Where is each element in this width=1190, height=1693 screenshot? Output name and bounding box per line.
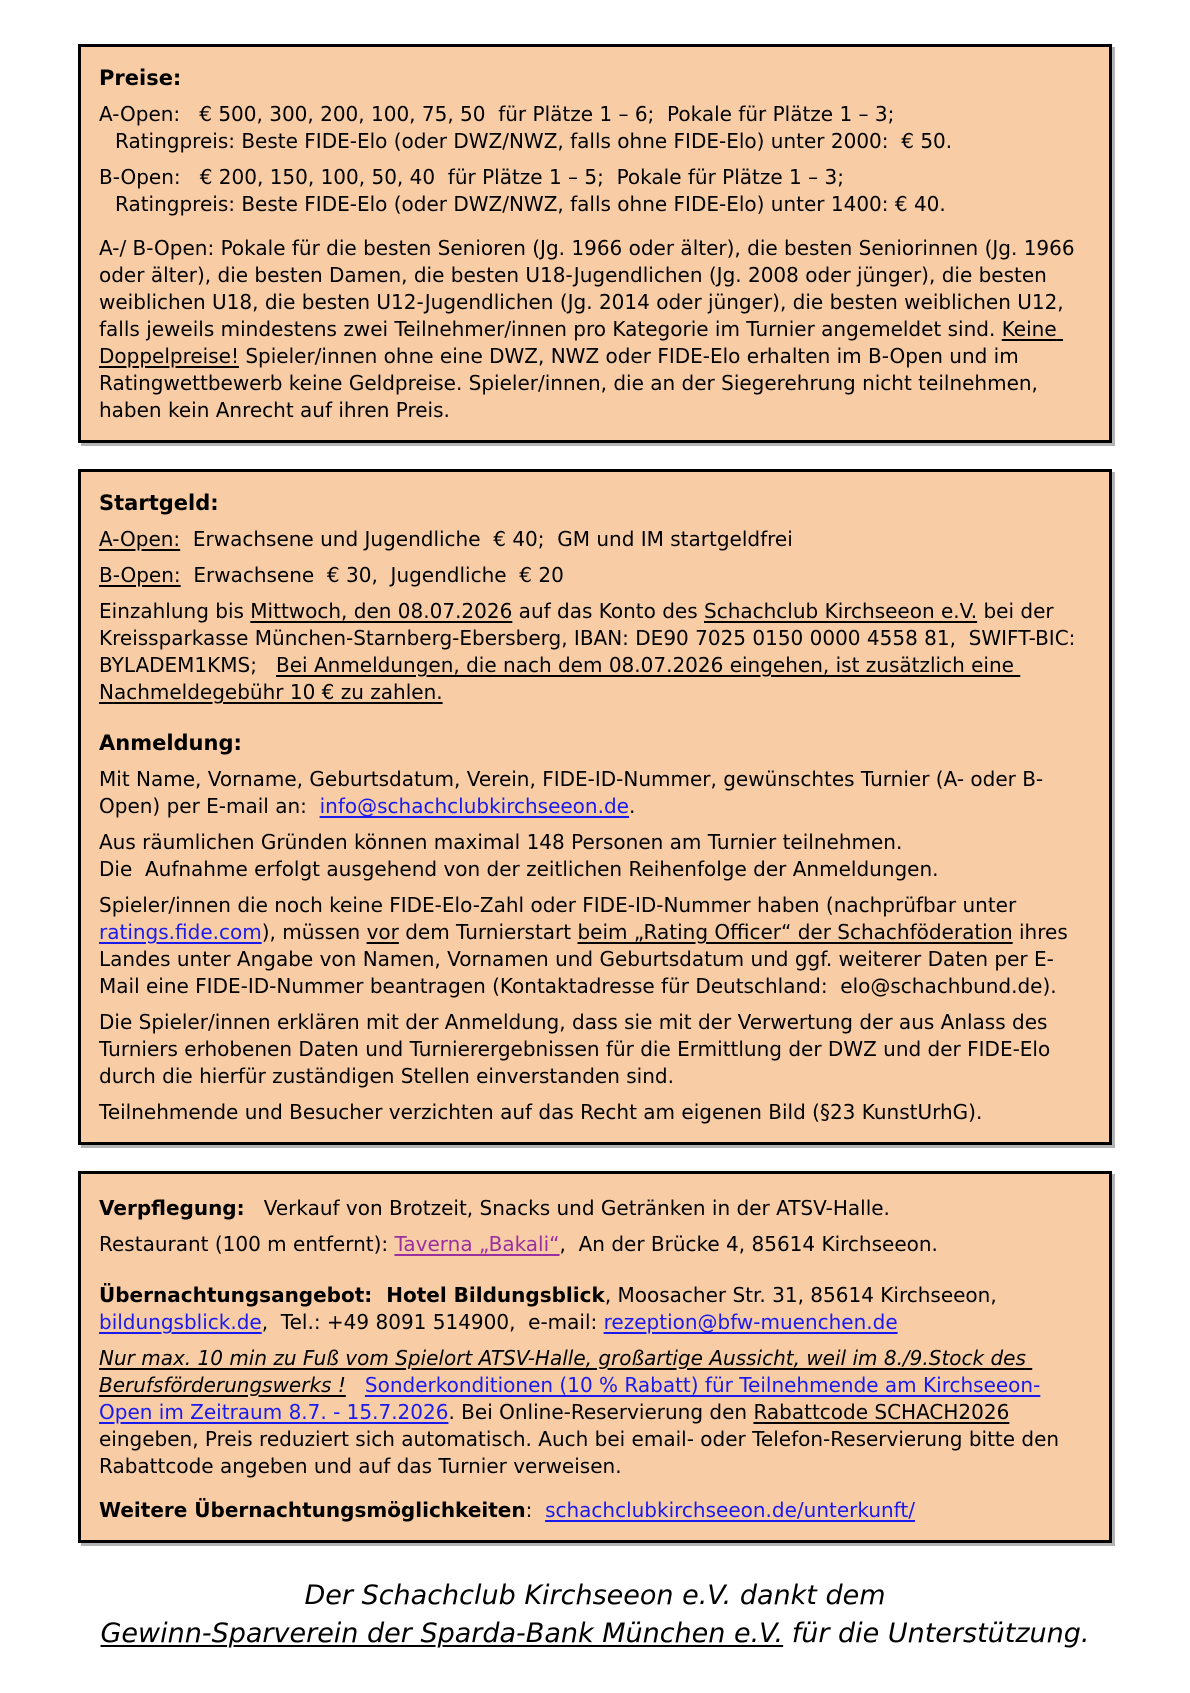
text-segment: vor [366, 920, 399, 944]
text-segment: Die Spieler/innen erklären mit der Anmeldung, dass sie mit der Verwertung der aus Anlass des Turniers erhobenen Daten und Turnierergebnissen für die Ermittlung der DWZ und der FIDE-Elo durch die hierfür zuständigen Stellen einverstanden sind. [99, 1010, 1057, 1088]
text-segment: Restaurant (100 m entfernt): [99, 1232, 395, 1256]
preise-b-open-line [99, 164, 1091, 191]
startgeld-b-open-line [99, 562, 1091, 589]
text-segment: . Bei Online-Reservierung den [448, 1400, 754, 1424]
text-segment: Ratingpreis: Beste FIDE-Elo (oder DWZ/NWZ, falls ohne FIDE-Elo) unter 2000: € 50. [115, 129, 953, 153]
text-segment: für die Unterstützung. [783, 1618, 1090, 1649]
text-segment: Verkauf von Brotzeit, Snacks und Getränken in der ATSV-Halle. [244, 1196, 890, 1220]
text-segment: Mit Name, Vorname, Geburtsdatum, Verein, FIDE-ID-Nummer, gewünschtes Turnier (A- oder B-Open) per E-mail an: [99, 767, 1044, 818]
text-segment: Die Aufnahme erfolgt ausgehend von der zeitlichen Reihenfolge der Anmeldungen. [99, 857, 939, 881]
text-segment: ), müssen [261, 920, 367, 944]
link-sonderkonditionen[interactable]: Sonderkonditionen (10 % Rabatt) für Teilnehmende am Kirchseeon-Open im Zeitraum 8.7. - 15.7.2026 [99, 1373, 1041, 1424]
link-unterkunft[interactable]: schachclubkirchseeon.de/unterkunft/ [545, 1498, 915, 1522]
link-bildungsblick[interactable]: bildungsblick.de [99, 1310, 262, 1334]
startgeld-heading: Startgeld: [99, 491, 219, 515]
text-segment: Teilnehmende und Besucher verzichten auf das Recht am eigenen Bild (§23 KunstUrhG). [99, 1100, 983, 1124]
text-segment: Erwachsene € 30, Jugendliche € 20 [180, 563, 564, 587]
link-ratings-fide[interactable]: ratings.fide.com [99, 920, 262, 944]
text-segment: Der Schachclub Kirchseeon e.V. dankt dem [304, 1580, 886, 1611]
text-segment: B-Open: € 200, 150, 100, 50, 40 für Plätze 1 – 5; Pokale für Plätze 1 – 3; [99, 165, 844, 189]
anmeldung-kapazitaet-line2 [99, 856, 1091, 883]
text-segment: Gewinn-Sparverein der Sparda-Bank München e.V. [100, 1618, 784, 1649]
text-segment: Nur max. 10 min zu Fuß vom Spielort ATSV-Halle, großartige Aussicht, weil im 8./9.Stock des Berufsförderungswerks ! [99, 1346, 1033, 1397]
text-segment [346, 1373, 365, 1397]
link-rezeption-email[interactable]: rezeption@bfw-muenchen.de [603, 1310, 898, 1334]
text-segment: A-Open: € 500, 300, 200, 100, 75, 50 für Plätze 1 – 6; Pokale für Plätze 1 – 3; [99, 102, 895, 126]
text-segment: Weitere Übernachtungsmöglichkeiten [99, 1498, 526, 1522]
preise-a-open-ratingpreis [99, 128, 1091, 155]
footer-line-1 [78, 1577, 1112, 1615]
preise-b-open-ratingpreis [99, 191, 1091, 218]
text-segment: , Tel.: +49 8091 514900, e-mail: [261, 1310, 604, 1334]
preise-heading: Preise: [99, 66, 182, 90]
startgeld-einzahlung-paragraph [99, 598, 1091, 706]
text-segment: . [628, 794, 636, 818]
footer-acknowledgement [78, 1577, 1112, 1653]
footer-line-2 [78, 1615, 1112, 1653]
verpflegung-restaurant-line [99, 1231, 1091, 1258]
text-segment: Schachclub Kirchseeon e.V. [704, 599, 978, 623]
text-segment: Keine Doppelpreise! [99, 317, 1064, 368]
uebernachtung-weitere-line [99, 1497, 1091, 1524]
verpflegung-uebernachtung-box [78, 1171, 1112, 1543]
link-email-info[interactable]: info@schachclubkirchseeon.de [319, 794, 629, 818]
startgeld-a-open-line [99, 526, 1091, 553]
anmeldung-email-paragraph [99, 766, 1091, 820]
text-segment: Übernachtungsangebot: Hotel Bildungsblick [99, 1283, 605, 1307]
link-taverna-bakali[interactable]: Taverna „Bakali“ [394, 1232, 560, 1256]
text-segment: A-/ B-Open: Pokale für die besten Senioren (Jg. 1966 oder älter), die besten Seniorinnen (Jg. 1966 oder älter), die besten Damen, die besten U18-Jugendlichen (Jg. 2008 oder jünger), die besten weiblichen U18, die besten U12-Jugendlichen (Jg. 2014 oder jünger), die besten weiblichen U12, falls jeweils mindestens zwei Teilnehmer/innen pro Kategorie im Turnier angemeldet sind. [99, 236, 1081, 341]
uebernachtung-rabatt-paragraph [99, 1345, 1091, 1480]
text-segment: Mittwoch, den 08.07.2026 [250, 599, 513, 623]
text-segment: bei der Kreissparkasse München-Starnberg-Ebersberg, IBAN: DE90 7025 0150 0000 4558 81, SWIFT-BIC: BYLADEM1KMS; [99, 599, 1082, 677]
anmeldung-datenverwertung-paragraph [99, 1009, 1091, 1090]
text-segment: eingeben, Preis reduziert sich automatisch. Auch bei email- oder Telefon-Reservierung bitte den Rabattcode angeben und auf das Turnier verweisen. [99, 1400, 1066, 1478]
text-segment: Spieler/innen ohne eine DWZ, NWZ oder FIDE-Elo erhalten im B-Open und im Ratingwettbewerb keine Geldpreise. Spieler/innen, die an der Siegerehrung nicht teilnehmen, haben kein Anrecht auf ihren Preis. [99, 344, 1045, 422]
text-segment: , Moosacher Str. 31, 85614 Kirchseeon, [604, 1283, 1004, 1307]
preise-a-open-line [99, 101, 1091, 128]
anmeldung-kapazitaet-line1 [99, 829, 1091, 856]
preise-pokale-paragraph [99, 235, 1091, 424]
text-segment: ihres Landes unter Angabe von Namen, Vornamen und Geburtsdatum und ggf. weiterer Daten per E-Mail eine FIDE-ID-Nummer beantragen (Kontaktadresse für Deutschland: elo@schachbund.de). [99, 920, 1075, 998]
text-segment: auf das Konto des [512, 599, 704, 623]
text-segment: Einzahlung bis [99, 599, 251, 623]
startgeld-anmeldung-box [78, 469, 1112, 1145]
verpflegung-catering-line [99, 1195, 1091, 1222]
text-segment: : [525, 1498, 546, 1522]
text-segment: beim „Rating Officer“ der Schachföderation [577, 920, 1013, 944]
preise-box [78, 44, 1112, 443]
text-segment: B-Open: [99, 563, 181, 587]
text-segment: Erwachsene und Jugendliche € 40; GM und IM startgeldfrei [180, 527, 793, 551]
text-segment: Spieler/innen die noch keine FIDE-Elo-Zahl oder FIDE-ID-Nummer haben (nachprüfbar unter [99, 893, 1023, 917]
text-segment: Ratingpreis: Beste FIDE-Elo (oder DWZ/NWZ, falls ohne FIDE-Elo) unter 1400: € 40. [115, 192, 946, 216]
text-segment: dem Turnierstart [398, 920, 578, 944]
text-segment: , An der Brücke 4, 85614 Kirchseeon. [559, 1232, 938, 1256]
text-segment: A-Open: [99, 527, 181, 551]
anmeldung-bildrecht-paragraph [99, 1099, 1091, 1126]
text-segment: Rabattcode SCHACH2026 [753, 1400, 1010, 1424]
text-segment: Aus räumlichen Gründen können maximal 148 Personen am Turnier teilnehmen. [99, 830, 903, 854]
anmeldung-fide-id-paragraph [99, 892, 1091, 1000]
uebernachtung-hotel-paragraph [99, 1282, 1091, 1336]
anmeldung-heading: Anmeldung: [99, 731, 242, 755]
text-segment: Bei Anmeldungen, die nach dem 08.07.2026 eingehen, ist zusätzlich eine Nachmeldegebühr 10 € zu zahlen. [99, 653, 1021, 704]
text-segment: Verpflegung: [99, 1196, 245, 1220]
